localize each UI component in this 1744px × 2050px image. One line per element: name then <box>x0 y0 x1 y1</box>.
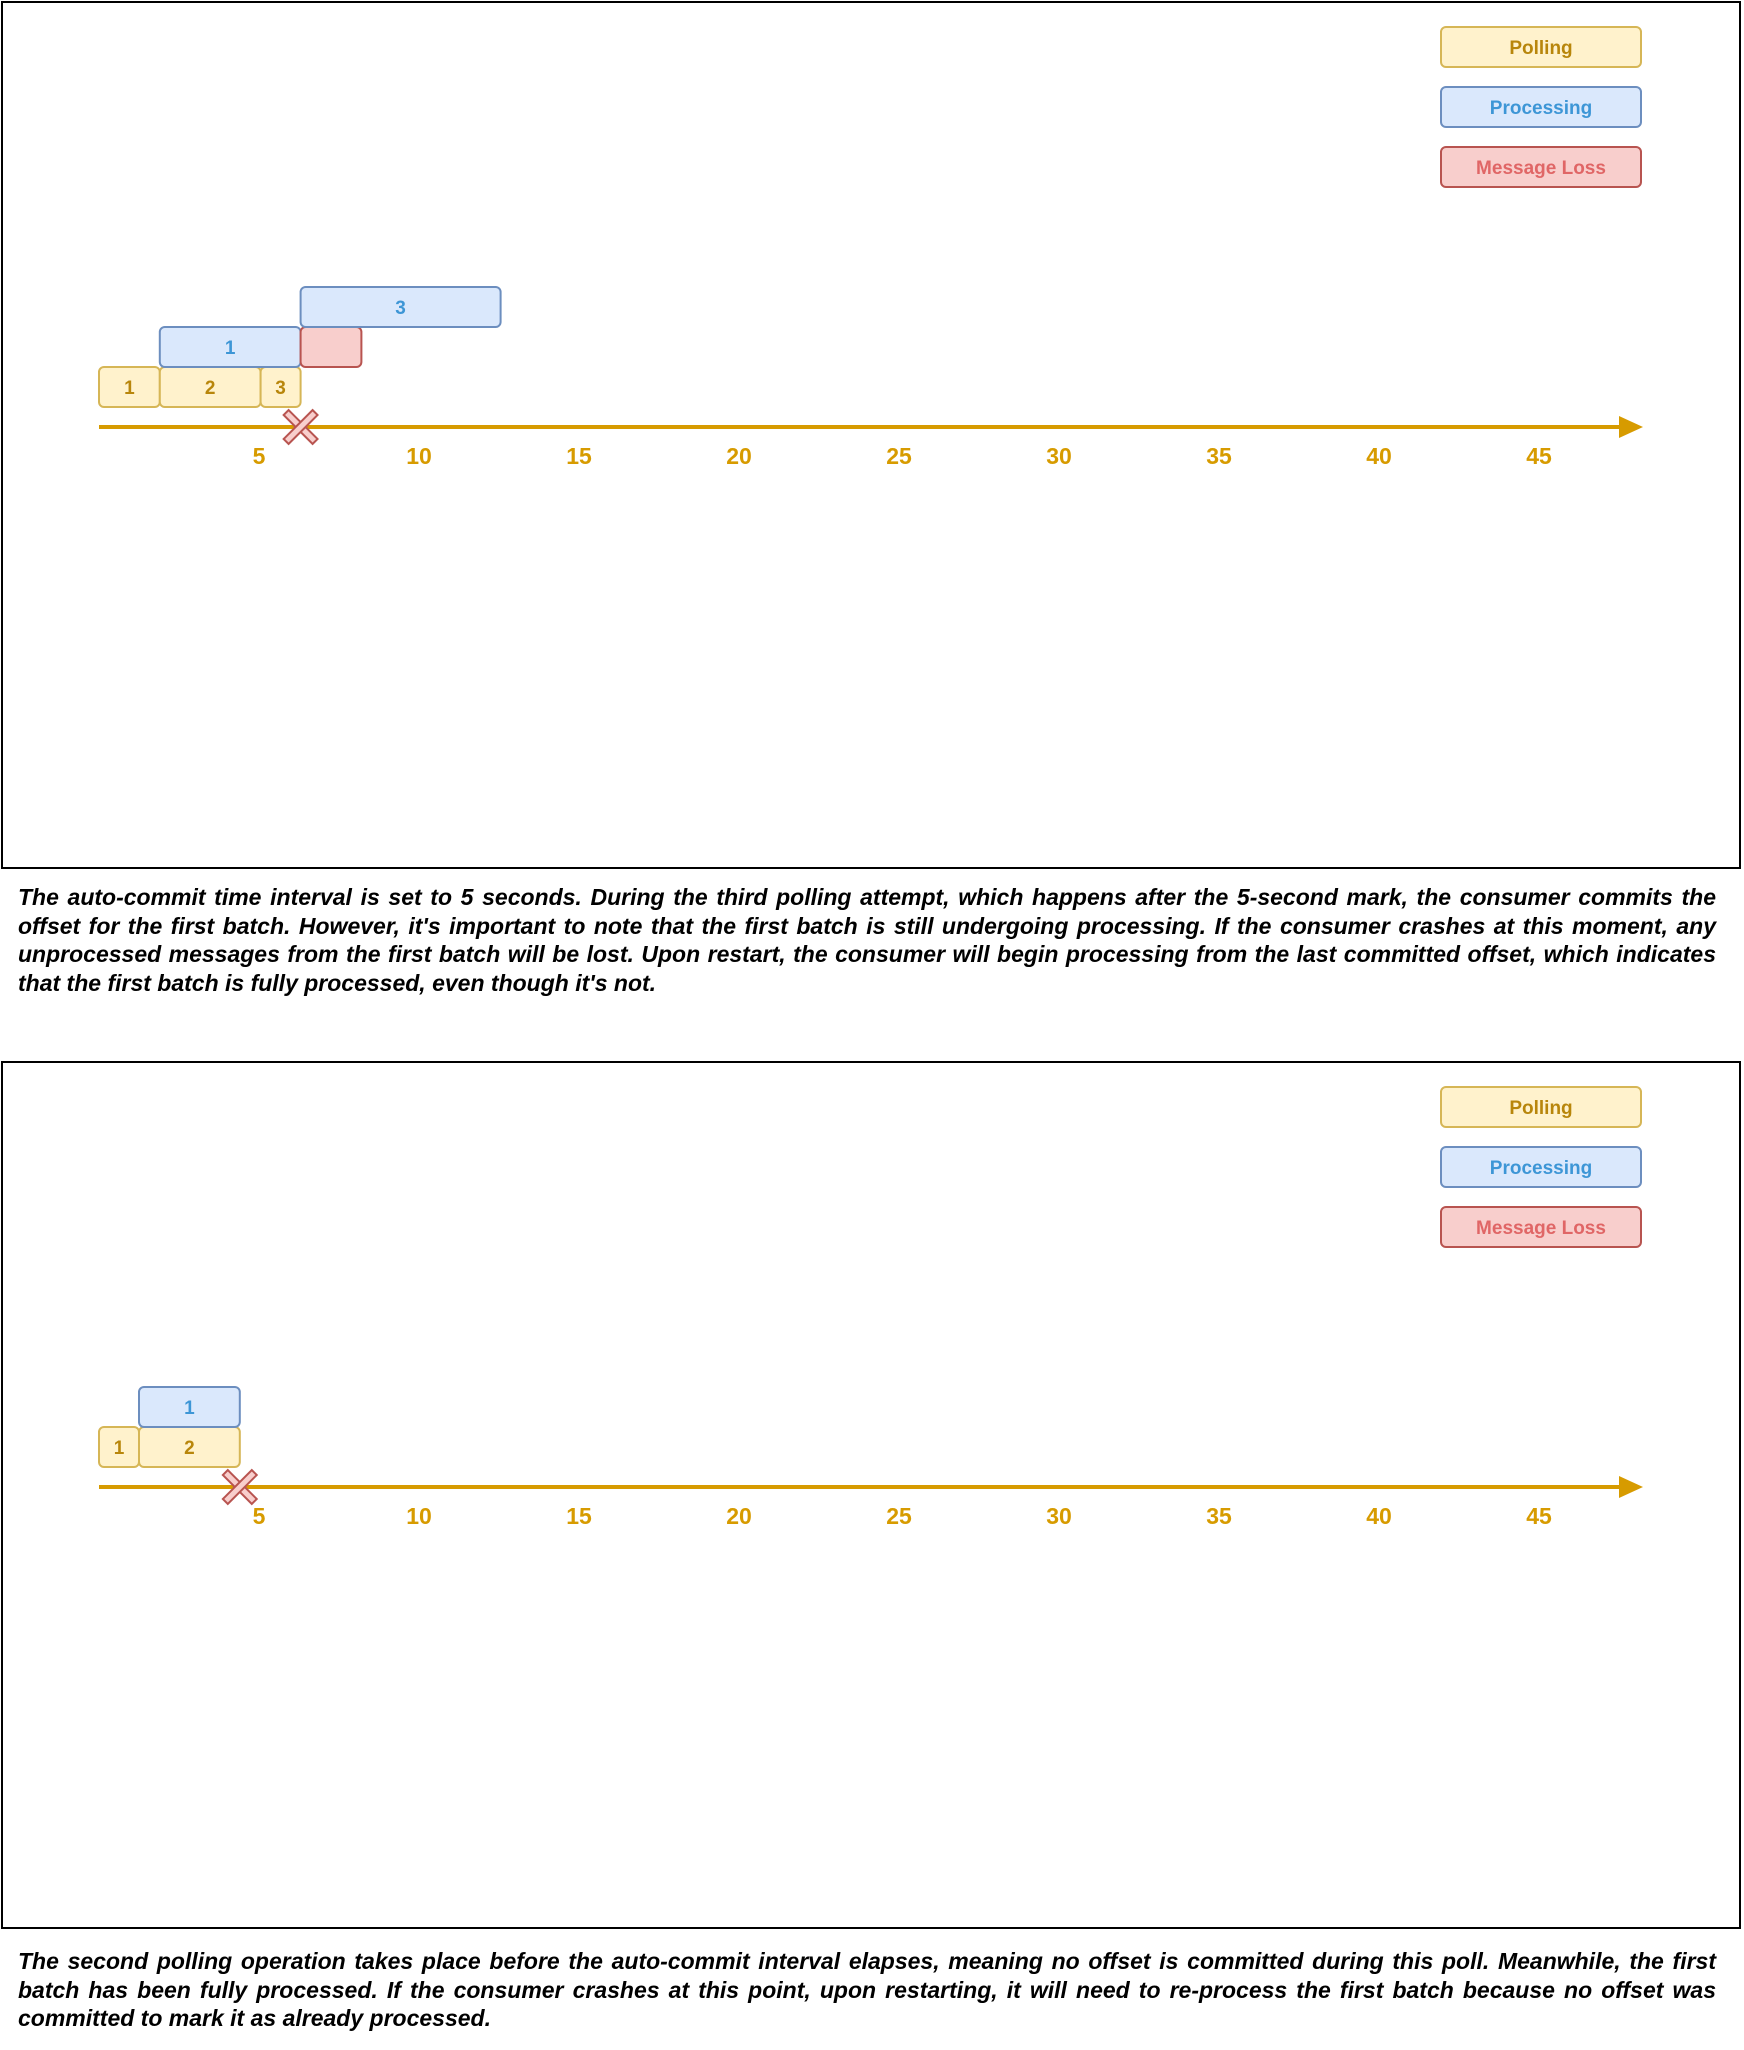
processing-block-label: 1 <box>184 1398 195 1419</box>
timeline-svg-1 <box>3 3 1743 871</box>
axis-tick-label: 5 <box>252 443 266 469</box>
axis-tick-label: 35 <box>1206 443 1232 469</box>
caption-2: The second polling operation takes place before the auto-commit interval elapses, meaning no offset is committed during this poll. Meanwhile, the first batch has been fully processed. If the consumer crashes at this point, upon restarting, it will need to re-process the first batch because no offset was committed to mark it as already processed. <box>18 1948 1716 2031</box>
processing-block-label: 3 <box>395 298 406 319</box>
axis-tick-label: 20 <box>726 1503 752 1529</box>
loss-block <box>301 327 362 367</box>
axis-tick-label: 45 <box>1526 443 1552 469</box>
processing-block-label: 1 <box>224 338 236 359</box>
axis-tick-label: 25 <box>886 1503 912 1529</box>
axis-tick-label: 15 <box>566 1503 592 1529</box>
polling-block-label: 2 <box>204 378 216 399</box>
polling-block-label: 1 <box>124 378 135 399</box>
axis-tick-label: 15 <box>566 443 592 469</box>
legend-polling-label: Polling <box>1509 38 1573 59</box>
timeline-diagram-2 <box>1 1061 1741 1929</box>
axis-tick-label: 10 <box>406 1503 432 1529</box>
axis-tick-label: 30 <box>1046 1503 1072 1529</box>
axis-tick-label: 35 <box>1206 1503 1232 1529</box>
axis-tick-label: 10 <box>406 443 432 469</box>
axis-tick-label: 20 <box>726 443 752 469</box>
axis-tick-label: 30 <box>1046 443 1072 469</box>
legend-loss-label: Message Loss <box>1476 1218 1606 1239</box>
axis-tick-label: 40 <box>1366 1503 1392 1529</box>
axis-tick-label: 40 <box>1366 443 1392 469</box>
legend-processing-label: Processing <box>1489 1158 1593 1179</box>
polling-block-label: 2 <box>184 1438 195 1459</box>
legend-polling-label: Polling <box>1509 1098 1573 1119</box>
legend-processing-label: Processing <box>1489 98 1593 119</box>
axis-tick-label: 25 <box>886 443 912 469</box>
polling-block-label: 1 <box>113 1438 125 1459</box>
time-axis-arrow <box>1619 1476 1643 1498</box>
polling-block-label: 3 <box>275 378 286 399</box>
axis-tick-label: 45 <box>1526 1503 1552 1529</box>
caption-1: The auto-commit time interval is set to 5 seconds. During the third polling attempt, which happens after the 5-second mark, the consumer commits the offset for the first batch. However, it's important to note that the first batch is still undergoing processing. If the consumer crashes at this moment, any unprocessed messages from the first batch will be lost. Upon restart, the consumer will begin processing from the last committed offset, which indicates that the first batch is fully processed, even though it's not. <box>18 884 1716 996</box>
axis-tick-label: 5 <box>252 1503 266 1529</box>
time-axis-arrow <box>1619 416 1643 438</box>
legend-loss-label: Message Loss <box>1476 158 1606 179</box>
timeline-svg-2 <box>3 1063 1743 1931</box>
timeline-diagram-1 <box>1 1 1741 869</box>
